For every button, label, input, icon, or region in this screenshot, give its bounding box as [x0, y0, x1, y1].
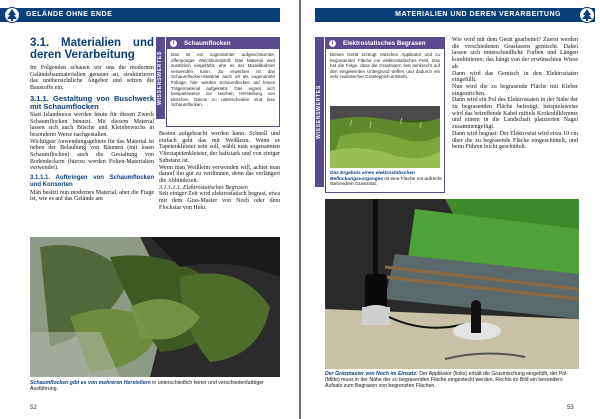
section-heading: 3.1. Materialien und deren Verarbeitung [30, 37, 154, 61]
info-icon: i [170, 40, 177, 47]
subsection-heading: 3.1.1. Gestaltung von Buschwerk mit Schaumflocken [30, 93, 154, 111]
info-box-begrasen [325, 37, 445, 193]
paragraph: Dann wird ein Pol des Elektrostaten in der Nähe der zu begrasenden Fläche befestigt, beispielsweise wird das betreffende Kabel mittels Krokodilklemme und einem in die Landschaft platzierten Nagel zusammengefügt. [452, 97, 578, 131]
info-box-title [326, 38, 444, 49]
caption-emphasis: Schaumflocken gibt es von mehreren Herstellern [30, 380, 151, 386]
paragraph: Dann wird das Gemisch in den Elektrostaten eingefüllt. [452, 70, 578, 84]
caption-text: in unterschiedlich feiner und verschiedenfarbiger Ausführung. [30, 380, 264, 393]
page-number-right: 53 [567, 405, 574, 411]
left-photo-caption [30, 380, 280, 392]
right-photo-caption [325, 371, 579, 390]
caption-text: Der Applikator (links) erhält die Grasmischung eingefüllt, der Pol (Mitte) muss in der Nähe der zu begrasenden Fläche eingesteckt werden. Rechts im Bild ein besonders Aufsatz zum Begrasen von begrenzten Flächen. [325, 371, 567, 390]
right-column [452, 37, 578, 151]
paragraph: Dann wird begrast: Der Elektrostat wird etwa 10 cm über die zu begrasende Fläche eingeschüttelt, und beim Führen leicht geschüttelt. [452, 130, 578, 151]
caption-emphasis: Das Ergebnis eines elektrostatischen Beflockungsvorganges [330, 171, 416, 182]
caption-text: ist eine Fläche mit aufrecht stehendem Grasmitat. [330, 176, 442, 188]
paragraph: Seit einiger Zeit wird elektrostatisch begrast, etwa mit dem Gras-Master von Noch oder dem Flockstar von Heki. [159, 191, 280, 211]
right-running-header: MATERIALIEN UND DEREN VERARBEITUNG [315, 8, 595, 22]
grasmaster-in-use-photo [325, 199, 579, 369]
info-box-text: Dieses Gerät erzeugt zwischen Applikator und zu begrasender Fläche ein elektrostatisches Feld. Das hat die Folge, dass die Grasfasern fast senkrecht auf den eingeleimten Untergrund treffen und dadurch ein sehr realistischer Grasteppich entsteht. [330, 52, 440, 80]
paragraph: Nun wird die zu begrasende Fläche mit Kleber eingestrichen. [452, 83, 578, 97]
info-box-text: Das ist ein sogenannter aufgeschäumter, offenporiger Weichkunststoff. Das Material wird zusätzlich eingefärbt, ehe es der Modellbahner verwenden kann. Zu erwerben ist das Schaumflocken-Material auch oft als sogenannte Foliage, hier werden Schaumflocken auf feines Trägermaterial aufgeklebt. Das eignet sich beispielsweise zur raschen Herstellung von Büschen. Davon zu unterscheiden sind lose Schaumflocken. [171, 52, 275, 108]
page-number-left: 52 [30, 405, 37, 411]
info-box-title-text: Elektrostatisches Begrasen [343, 40, 426, 47]
paragraph: Man besitzt nun modernes Material, aber die Frage ist, wie es auf das Gelände am [30, 189, 154, 203]
info-box-caption [330, 171, 442, 188]
foam-flocks-photo [30, 237, 280, 377]
info-box-schaumflocken [166, 37, 280, 127]
grass-result-photo [330, 106, 440, 168]
subheading-italic: 3.1.1.1.1. Elektrostatisches Begrasen [159, 184, 248, 191]
tree-ornament-icon [4, 7, 20, 23]
tree-ornament-icon [579, 7, 595, 23]
paragraph: Statt Islandmoos werden heute für diesen Zweck Schaumflocken benutzt. Mit diesem Material lassen sich auch Büsche und Kleinbewuchs in besonderer Weise nachgestalten. [30, 111, 154, 138]
info-box-title [167, 38, 279, 49]
left-column-2 [159, 131, 280, 211]
subsubsection-heading: 3.1.1.1. Aufbringen von Schaumflocken und Konsorten [30, 175, 154, 188]
right-page [301, 0, 600, 419]
left-page [0, 0, 299, 419]
caption-emphasis: Der Grasmaster von Noch im Einsatz: [325, 371, 418, 377]
paragraph: Wichtigste Anwendungsgebiete für das Material ist neben der Belaubung von Bäumen (mit losen Schaumflocken) auch die Gestaltung von Bodendeckern (hierzu werden Folien-Materialien verwendet). [30, 138, 154, 172]
left-column-1 [30, 37, 154, 203]
info-box-title-text: Schaumflocken [184, 40, 231, 47]
paragraph: Wenn man Weißleim verwenden will, achtet man darauf ihn gut zu verdünnen, denn das verlängert die Abbindezeit. [159, 164, 280, 184]
info-box-side-label: WISSENSWERTES [315, 37, 324, 187]
left-running-header: GELÄNDE OHNE ENDE [0, 8, 280, 22]
info-box-side-label: WISSENSWERTES [156, 37, 165, 119]
paragraph: Wie wird mit dem Gerät gearbeitet? Zuerst werden die verschiedenen Grasfasern gemischt. Dabei lassen sich unterschiedliche Farben und Längen kombinieren; das hängt von der erwünschten Wiese ab. [452, 37, 578, 70]
paragraph: Besten aufgebracht werden kann. Schnell und einfach geht das mit Weißleim. Wenn es Tapetenkleister sein soll, wählt man sogenannten Vliestapetenkleister, der haftstark und von einiger Substanz ist. [159, 131, 280, 164]
intro-paragraph: Im Folgenden schauen wir uns die modernen Geländebaumaterialien genauer an, strukturieren das unübersichtliche Angebot und setzen die Baustoffe ein. [30, 65, 154, 92]
info-icon: i [329, 40, 336, 47]
